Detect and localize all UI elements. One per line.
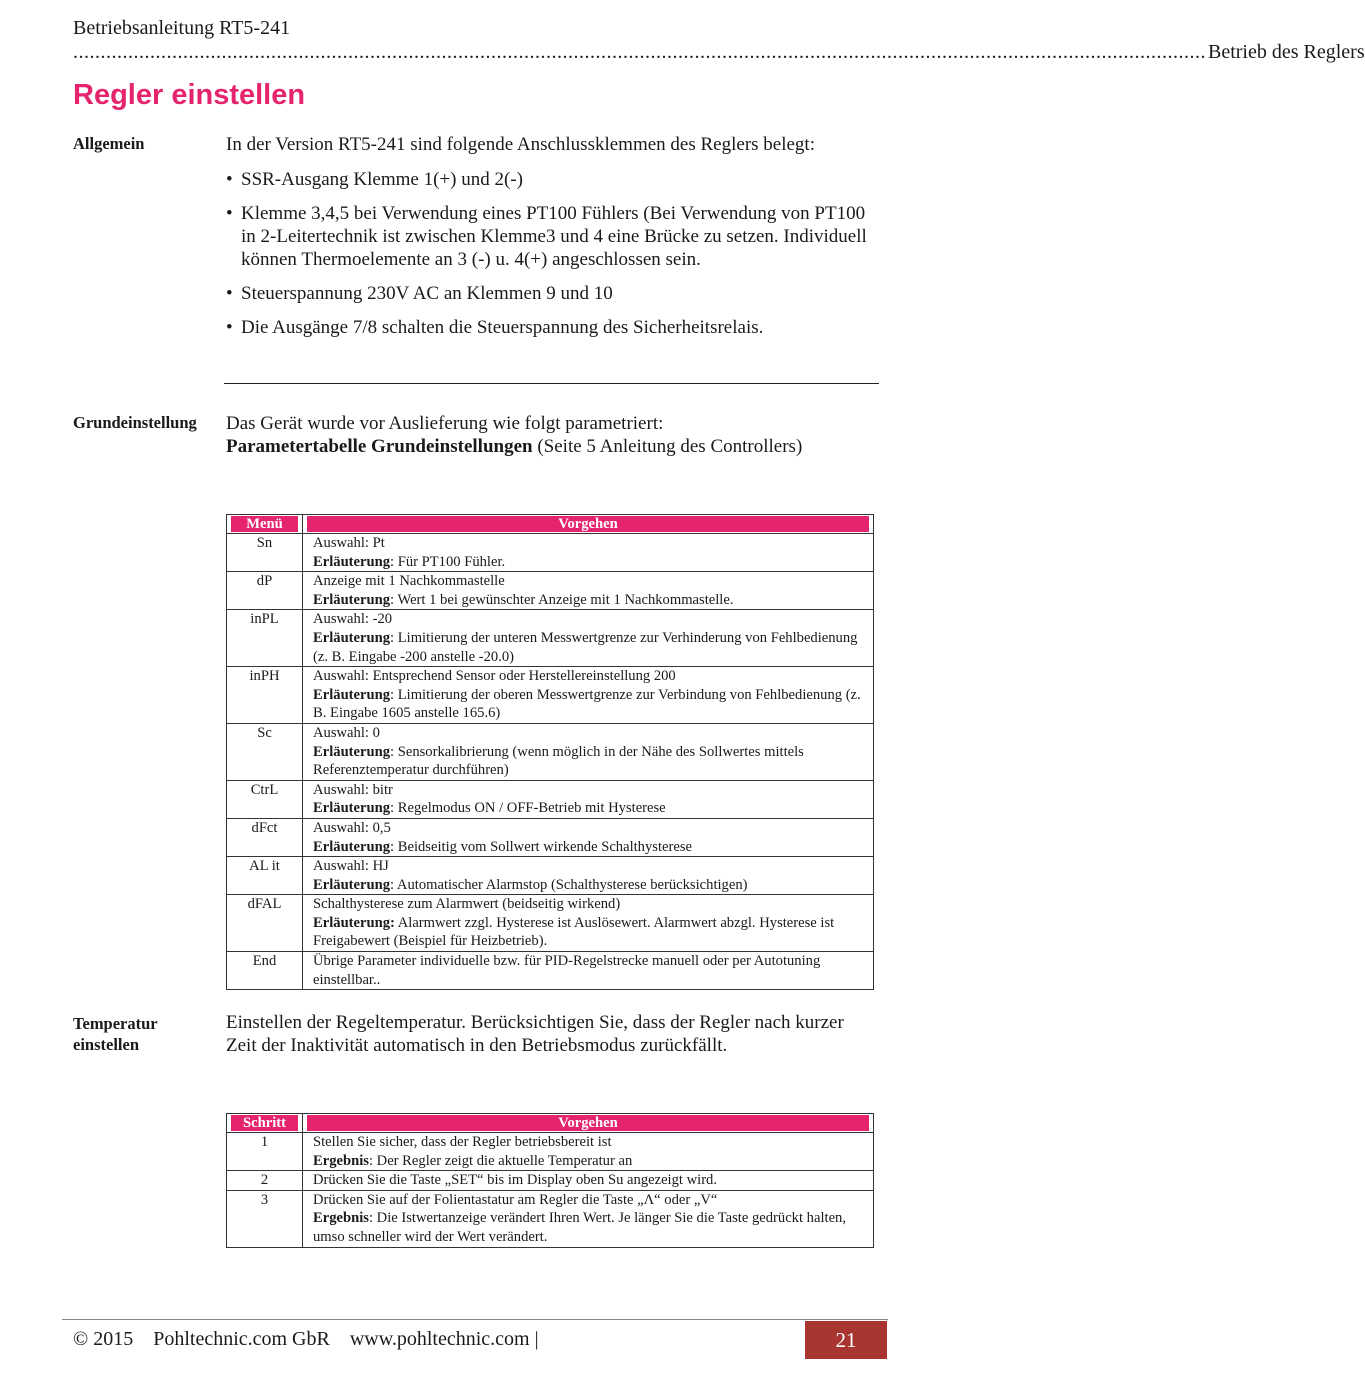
menu-code: inPL xyxy=(227,610,303,667)
dot-leader: .............................................................................................................................................................................................................. xyxy=(73,41,1206,63)
step-number: 2 xyxy=(227,1171,303,1191)
explanation-label: Erläuterung xyxy=(313,838,391,855)
explanation-text: : Wert 1 bei gewünschter Anzeige mit 1 Nachkommastelle. xyxy=(390,591,734,608)
temperatur-text: Einstellen der Regeltemperatur. Berücksichtigen Sie, dass der Regler nach kurzer Zeit der Inaktivität automatisch in den Betriebsmodus zurückfällt. xyxy=(226,1012,844,1056)
explanation-text: : Regelmodus ON / OFF-Betrieb mit Hysterese xyxy=(390,800,666,817)
grundeinstellung-text xyxy=(226,412,878,458)
table-row xyxy=(227,780,874,818)
procedure-explanation xyxy=(313,799,867,818)
procedure-line: Drücken Sie auf der Folientastatur am Regler die Taste „Λ“ oder „V“ xyxy=(313,1191,718,1208)
procedure-cell xyxy=(303,667,874,724)
step-number: 3 xyxy=(227,1190,303,1247)
procedure-cell xyxy=(303,857,874,895)
footer-separator: | xyxy=(534,1328,539,1350)
procedure-explanation xyxy=(313,686,867,723)
allgemein-intro: In der Version RT5-241 sind folgende Anschlussklemmen des Reglers belegt: xyxy=(226,134,815,155)
page-number: 21 xyxy=(805,1321,887,1359)
parameter-table-ref-note: (Seite 5 Anleitung des Controllers) xyxy=(532,436,803,457)
explanation-label: Erläuterung xyxy=(313,876,391,893)
footer xyxy=(73,1326,539,1352)
steps-table xyxy=(226,1113,874,1248)
table-row xyxy=(227,952,874,990)
website-link[interactable]: www.pohltechnic.com xyxy=(349,1328,530,1350)
procedure-cell xyxy=(303,1133,874,1171)
label-temperatur-einstellen: Temperatur einstellen xyxy=(73,1014,158,1054)
parameter-table-ref: Parametertabelle Grundeinstellungen xyxy=(226,436,533,457)
explanation-text: : Limitierung der oberen Messwertgrenze zur Verbindung von Fehlbedienung (z. B. Eingabe 1605 anstelle 165.6) xyxy=(313,686,861,722)
explanation-label: Erläuterung xyxy=(313,686,391,703)
procedure-cell xyxy=(303,534,874,572)
procedure-line: Stellen Sie sicher, dass der Regler betriebsbereit ist xyxy=(313,1134,612,1150)
explanation-text: Alarmwert zzgl. Hysterese ist Auslösewert. Alarmwert abzgl. Hysterese ist Freigabewert (Beispiel für Heizbetrieb). xyxy=(313,914,835,950)
procedure-explanation xyxy=(313,553,867,572)
table-row xyxy=(227,857,874,895)
procedure-explanation xyxy=(313,1209,867,1246)
list-item: • Steuerspannung 230V AC an Klemmen 9 und 10 xyxy=(226,282,878,305)
procedure-explanation xyxy=(313,838,867,857)
explanation-text: : Der Regler zeigt die aktuelle Temperatur an xyxy=(368,1152,633,1169)
explanation-text: : Limitierung der unteren Messwertgrenze zur Verhinderung von Fehlbedienung (z. B. Eingabe -200 anstelle -20.0) xyxy=(313,629,858,665)
menu-code: CtrL xyxy=(227,780,303,818)
table-row xyxy=(227,1190,874,1247)
procedure-line: Übrige Parameter individuelle bzw. für PID-Regelstrecke manuell oder per Autotuning einstellbar.. xyxy=(313,953,821,988)
procedure-line: Auswahl: 0,5 xyxy=(313,819,391,836)
procedure-line: Auswahl: HJ xyxy=(313,858,389,875)
company-name: Pohltechnic.com GbR xyxy=(153,1328,330,1350)
explanation-label: Erläuterung: xyxy=(313,914,395,931)
menu-code: Sc xyxy=(227,723,303,780)
document-title: Betriebsanleitung RT5-241 xyxy=(73,17,291,39)
menu-code: inPH xyxy=(227,667,303,724)
menu-code: AL it xyxy=(227,857,303,895)
procedure-cell xyxy=(303,572,874,610)
menu-code: Sn xyxy=(227,534,303,572)
procedure-cell xyxy=(303,610,874,667)
table-row xyxy=(227,1133,874,1171)
table-row xyxy=(227,818,874,856)
table-row xyxy=(227,1171,874,1191)
terminal-list xyxy=(226,168,878,350)
explanation-text: : Beidseitig vom Sollwert wirkende Schalthysterese xyxy=(390,838,692,855)
table-row xyxy=(227,572,874,610)
table-row xyxy=(227,534,874,572)
explanation-label: Erläuterung xyxy=(313,553,391,570)
column-header-vorgehen: Vorgehen xyxy=(303,515,874,534)
step-number: 1 xyxy=(227,1133,303,1171)
table-header-row xyxy=(227,1114,874,1133)
menu-code: dFct xyxy=(227,818,303,856)
procedure-cell xyxy=(303,1171,874,1191)
explanation-text: : Für PT100 Fühler. xyxy=(390,553,506,570)
procedure-line: Auswahl: Pt xyxy=(313,535,385,551)
column-header-schritt: Schritt xyxy=(227,1114,303,1133)
procedure-line: Auswahl: -20 xyxy=(313,611,393,628)
grundeinstellung-line2 xyxy=(226,435,878,458)
divider xyxy=(224,383,879,384)
explanation-label: Ergebnis xyxy=(313,1152,369,1169)
header-section-line xyxy=(73,40,1365,64)
procedure-cell xyxy=(303,952,874,990)
procedure-line: Auswahl: bitr xyxy=(313,781,393,798)
procedure-explanation xyxy=(313,914,867,951)
page-title: Regler einstellen xyxy=(73,79,306,111)
menu-code: End xyxy=(227,952,303,990)
explanation-label: Erläuterung xyxy=(313,743,391,760)
procedure-cell xyxy=(303,895,874,952)
label-allgemein: Allgemein xyxy=(73,134,145,153)
list-item: • SSR-Ausgang Klemme 1(+) und 2(-) xyxy=(226,168,878,191)
procedure-line: Auswahl: Entsprechend Sensor oder Herstellereinstellung 200 xyxy=(313,668,676,685)
explanation-label: Ergebnis xyxy=(313,1210,369,1227)
explanation-label: Erläuterung xyxy=(313,800,391,817)
procedure-explanation xyxy=(313,591,867,610)
section-title: Betrieb des Reglers xyxy=(1208,41,1365,63)
procedure-cell xyxy=(303,723,874,780)
column-header-menu: Menü xyxy=(227,515,303,534)
procedure-cell xyxy=(303,780,874,818)
table-header-row xyxy=(227,515,874,534)
procedure-explanation xyxy=(313,1152,867,1171)
explanation-text: : Automatischer Alarmstop (Schalthysterese berücksichtigen) xyxy=(390,876,748,893)
procedure-explanation xyxy=(313,876,867,895)
procedure-line: Schalthysterese zum Alarmwert (beidseitig wirkend) xyxy=(313,896,621,913)
explanation-text: : Die Istwertanzeige verändert Ihren Wert. Je länger Sie die Taste gedrückt halten, umso schneller wird der Wert verändert. xyxy=(313,1210,846,1245)
table-row xyxy=(227,610,874,667)
label-grundeinstellung: Grundeinstellung xyxy=(73,413,197,432)
menu-code: dFAL xyxy=(227,895,303,952)
list-item: • Klemme 3,4,5 bei Verwendung eines PT100 Fühlers (Bei Verwendung von PT100 in 2-Leitertechnik ist zwischen Klemme3 und 4 eine Brücke zu setzen. Individuell können Thermoelemente an 3 (-) u. 4(+) angeschlossen sein. xyxy=(226,202,878,271)
footer-divider xyxy=(62,1319,888,1320)
explanation-label: Erläuterung xyxy=(313,591,391,608)
procedure-line: Drücken Sie die Taste „SET“ bis im Display oben Su angezeigt wird. xyxy=(313,1172,717,1189)
explanation-label: Erläuterung xyxy=(313,629,391,646)
procedure-line: Anzeige mit 1 Nachkommastelle xyxy=(313,573,505,590)
procedure-cell xyxy=(303,1190,874,1247)
column-header-vorgehen: Vorgehen xyxy=(303,1114,874,1133)
procedure-explanation xyxy=(313,743,867,780)
table-row xyxy=(227,723,874,780)
procedure-explanation xyxy=(313,629,867,666)
explanation-text: : Sensorkalibrierung (wenn möglich in der Nähe des Sollwertes mittels Referenztemperatur durchführen) xyxy=(313,743,804,779)
procedure-cell xyxy=(303,818,874,856)
table-row xyxy=(227,895,874,952)
parameter-table xyxy=(226,514,874,990)
grundeinstellung-line1: Das Gerät wurde vor Auslieferung wie folgt parametriert: xyxy=(226,413,664,434)
copyright: © 2015 xyxy=(73,1328,134,1350)
procedure-line: Auswahl: 0 xyxy=(313,724,380,741)
list-item: • Die Ausgänge 7/8 schalten die Steuerspannung des Sicherheitsrelais. xyxy=(226,316,878,339)
table-row xyxy=(227,667,874,724)
menu-code: dP xyxy=(227,572,303,610)
